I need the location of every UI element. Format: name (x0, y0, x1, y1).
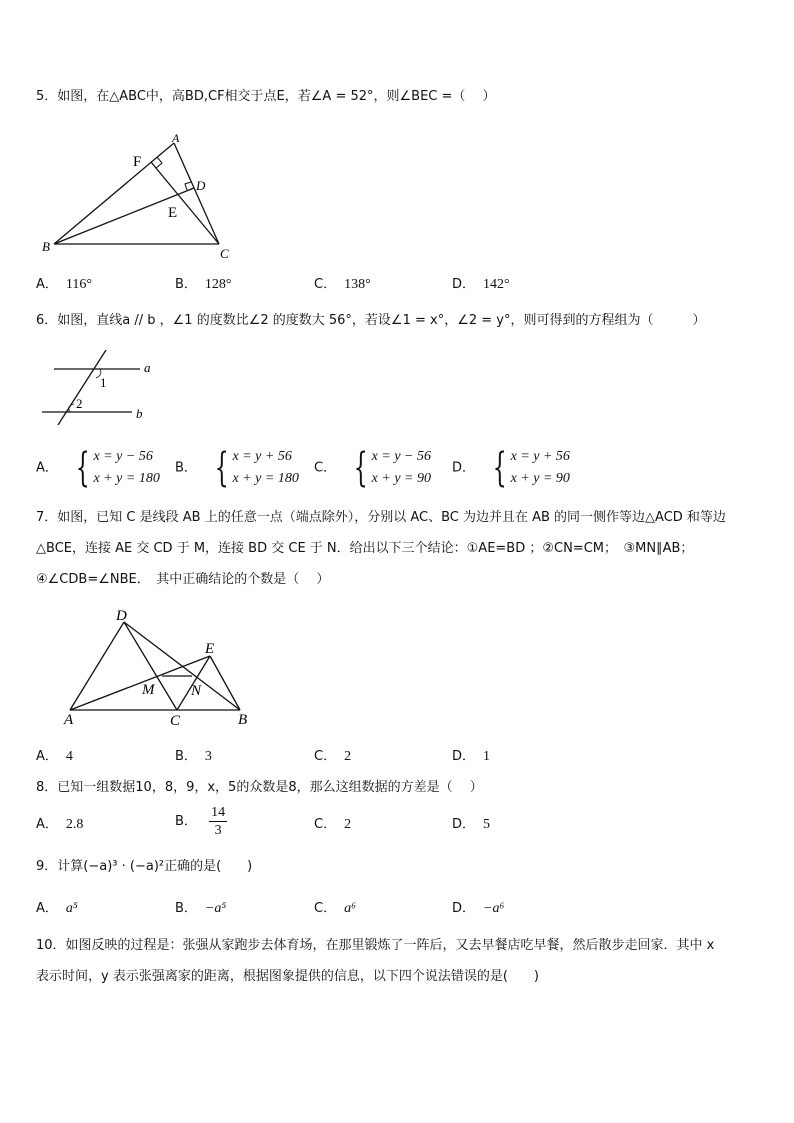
q6-stem: 6．如图，直线a // b ，∠1 的度数比∠2 的度数大 56°，若设∠1 = x°，∠2 = y°，则可得到的方程组为（ ） (36, 313, 706, 328)
label-E: E (205, 641, 215, 657)
label-F: F (133, 154, 142, 170)
label-M: M (142, 682, 155, 698)
q5-option-a[interactable]: A． 116° (36, 277, 92, 292)
label-D: D (196, 178, 206, 193)
q7-stem-line2: △BCE，连接 AE 交 CD 于 M，连接 BD 交 CE 于 N．给出以下三个结论：①AE=BD ；②CN=CM； ③MN∥AB； (36, 541, 694, 556)
q5-stem: 5．如图，在△ABC中，高BD,CF相交于点E，若∠A = 52°，则∠BEC =（ ） (36, 89, 496, 104)
q7-stem-line3: ④∠CDB=∠NBE． 其中正确结论的个数是（ ） (36, 572, 330, 587)
q5-option-b[interactable]: B． 128° (175, 277, 232, 292)
label-C: C (170, 713, 181, 729)
q7-option-c[interactable]: C． 2 (314, 749, 352, 764)
label-b: b (136, 406, 143, 421)
label-E: E (168, 205, 178, 221)
label-angle-1: 1 (100, 375, 107, 390)
q8-stem: 8．已知一组数据10，8，9，x，5的众数是8，那么这组数据的方差是（ ） (36, 780, 483, 795)
q5-triangle-figure (36, 128, 236, 263)
q5-option-c[interactable]: C． 138° (314, 277, 371, 292)
q5-option-d[interactable]: D． 142° (452, 277, 510, 292)
q6-option-b[interactable]: B． { x = y + 56 x + y = 180 (175, 445, 299, 491)
q7-equilateral-triangles-figure (56, 604, 266, 734)
label-a: a (144, 360, 151, 375)
q7-option-b[interactable]: B． 3 (175, 749, 212, 764)
q9-option-b[interactable]: B． −a⁵ (175, 901, 227, 916)
q7-stem-line1: 7．如图，已知 C 是线段 AB 上的任意一点（端点除外），分别以 AC、BC 为边并且在 AB 的同一侧作等边△ACD 和等边 (36, 510, 726, 525)
label-angle-2: 2 (76, 396, 83, 411)
q8-option-d[interactable]: D． 5 (452, 817, 491, 832)
q9-option-d[interactable]: D． −a⁶ (452, 901, 505, 916)
q9-stem: 9．计算(−a)³ · (−a)²正确的是( ) (36, 859, 253, 874)
label-B: B (238, 712, 248, 728)
q7-option-d[interactable]: D． 1 (452, 749, 491, 764)
q6-option-d[interactable]: D． { x = y + 56 x + y = 90 (452, 445, 570, 491)
label-A: A (172, 131, 180, 145)
q6-option-c[interactable]: C． { x = y − 56 x + y = 90 (314, 445, 431, 491)
q10-stem-line2: 表示时间，y 表示张强离家的距离，根据图象提供的信息，以下四个说法错误的是( ) (36, 969, 539, 984)
q9-option-a[interactable]: A． a⁵ (36, 901, 78, 916)
q6-parallel-lines-figure (36, 350, 166, 425)
q6-option-a[interactable]: A． { x = y − 56 x + y = 180 (36, 445, 160, 491)
label-A: A (64, 712, 74, 728)
label-B: B (42, 239, 50, 254)
label-C: C (220, 246, 229, 261)
q8-option-c[interactable]: C． 2 (314, 817, 352, 832)
q7-option-a[interactable]: A． 4 (36, 749, 73, 764)
label-D: D (116, 608, 127, 624)
q9-option-c[interactable]: C． a⁶ (314, 901, 356, 916)
label-N: N (191, 683, 202, 699)
q8-option-b[interactable]: B． $\frac{14}{3}$ (175, 805, 226, 838)
q8-option-a[interactable]: A． 2.8 (36, 817, 84, 832)
q10-stem-line1: 10．如图反映的过程是：张强从家跑步去体育场，在那里锻炼了一阵后，又去早餐店吃早餐，然后散步走回家．其中 x (36, 938, 715, 953)
